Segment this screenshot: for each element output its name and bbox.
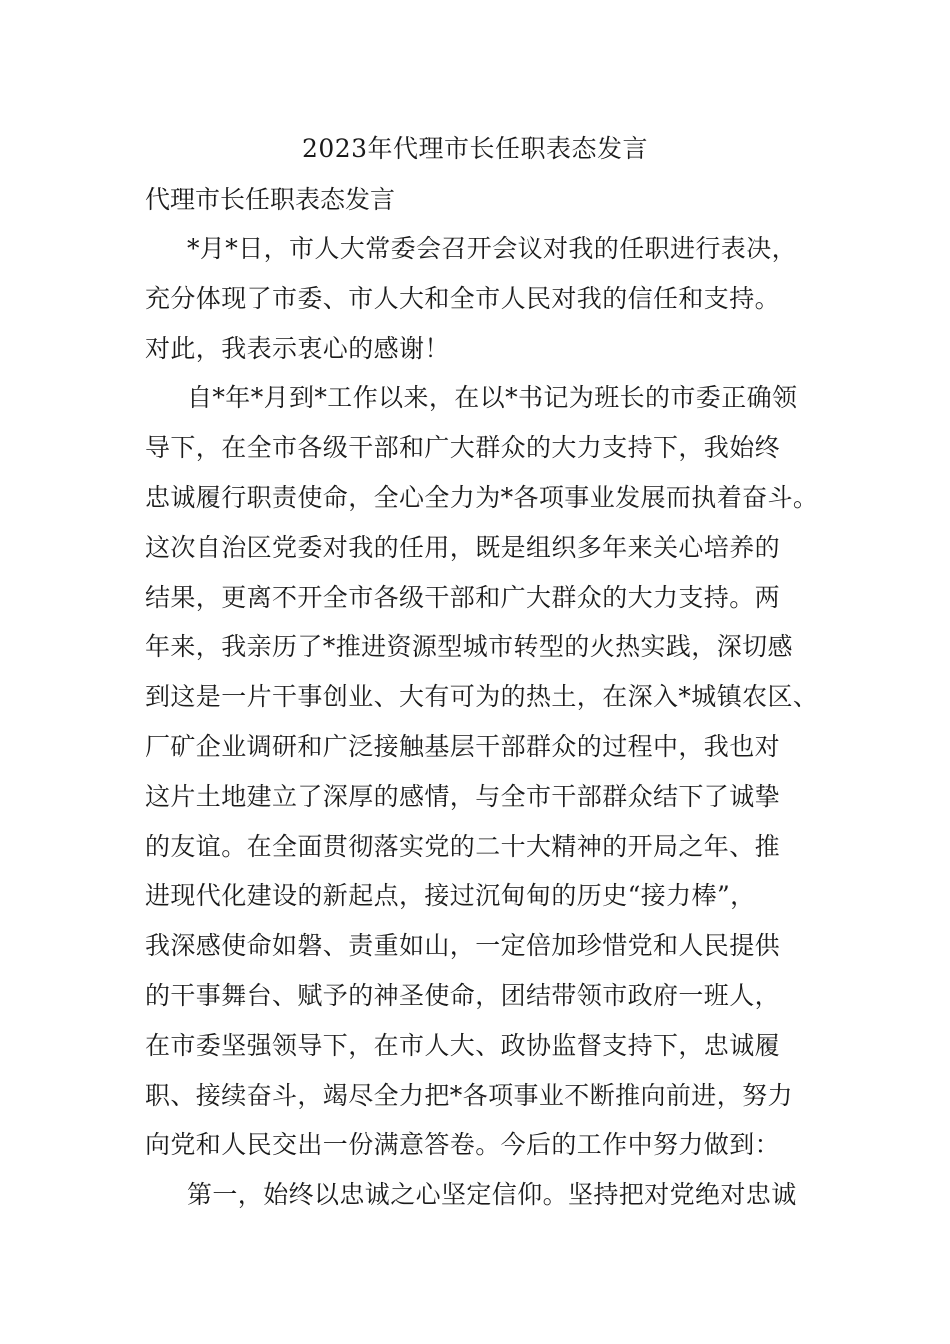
text-line: 自*年*月到*工作以来，在以*书记为班长的市委正确领 bbox=[187, 383, 798, 413]
text-line: 年来，我亲历了*推进资源型城市转型的火热实践，深切感 bbox=[145, 632, 793, 662]
text-line: 的友谊。在全面贯彻落实党的二十大精神的开局之年、推 bbox=[145, 831, 781, 861]
text-line: 对此，我表示衷心的感谢！ bbox=[145, 333, 450, 363]
text-line: 导下，在全市各级干部和广大群众的大力支持下，我始终 bbox=[145, 433, 781, 463]
text-line: 的干事舞台、赋予的神圣使命，团结带领市政府一班人， bbox=[145, 980, 781, 1010]
text-line: 结果，更离不开全市各级干部和广大群众的大力支持。两 bbox=[145, 582, 781, 612]
text-line: 向党和人民交出一份满意答卷。今后的工作中努力做到： bbox=[145, 1130, 781, 1160]
document-subtitle: 代理市长任职表态发言 bbox=[145, 185, 396, 214]
text-line: 厂矿企业调研和广泛接触基层干部群众的过程中，我也对 bbox=[145, 731, 781, 761]
text-line: 第一，始终以忠诚之心坚定信仰。坚持把对党绝对忠诚 bbox=[187, 1180, 797, 1210]
text-line: *月*日，市人大常委会召开会议对我的任职进行表决， bbox=[187, 234, 798, 263]
document-body bbox=[145, 231, 845, 1227]
text-line: 进现代化建设的新起点，接过沉甸甸的历史“接力棒”， bbox=[145, 881, 756, 911]
text-line: 这片土地建立了深厚的感情，与全市干部群众结下了诚挚 bbox=[145, 781, 781, 811]
text-line: 忠诚履行职责使命，全心全力为*各项事业发展而执着奋斗。 bbox=[145, 482, 819, 512]
document-title: 2023年代理市长任职表态发言 bbox=[301, 134, 649, 163]
text-line: 职、接续奋斗，竭尽全力把*各项事业不断推向前进，努力 bbox=[145, 1080, 793, 1110]
text-line: 充分体现了市委、市人大和全市人民对我的信任和支持。 bbox=[145, 283, 781, 313]
text-line: 这次自治区党委对我的任用，既是组织多年来关心培养的 bbox=[145, 532, 781, 562]
text-line: 我深感使命如磐、责重如山，一定倍加珍惜党和人民提供 bbox=[145, 931, 781, 961]
text-line: 在市委坚强领导下，在市人大、政协监督支持下，忠诚履 bbox=[145, 1030, 781, 1060]
text-line: 到这是一片干事创业、大有可为的热土，在深入*城镇农区、 bbox=[145, 682, 819, 712]
